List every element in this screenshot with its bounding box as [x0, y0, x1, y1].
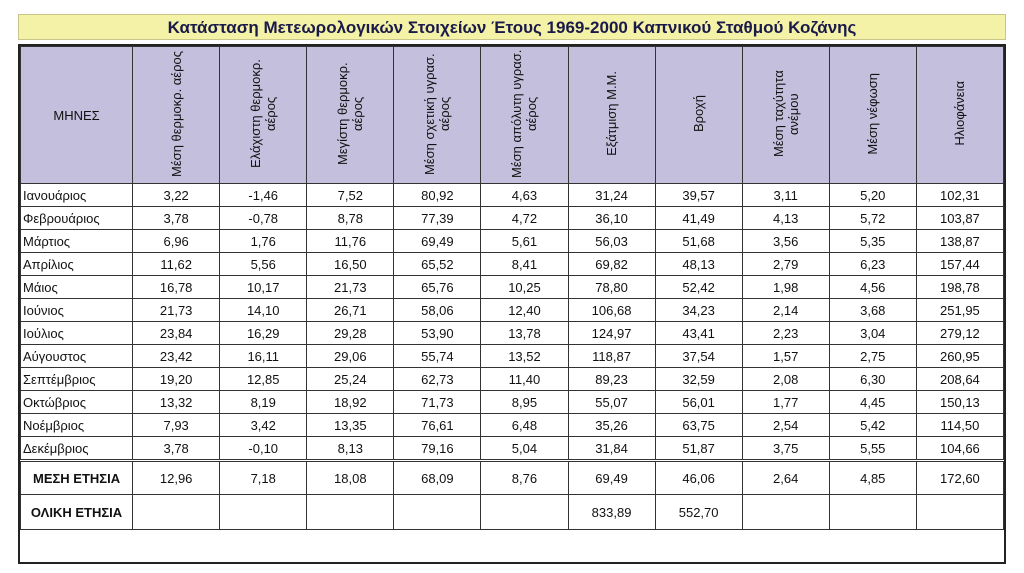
- table-cell: 13,78: [481, 322, 568, 345]
- table-cell: 8,41: [481, 253, 568, 276]
- row-label: ΟΛΙΚΗ ΕΤΗΣΙΑ: [21, 495, 133, 530]
- row-label: Αύγουστος: [21, 345, 133, 368]
- table-cell: 18,92: [307, 391, 394, 414]
- header-rain: Βροχή: [655, 47, 742, 184]
- header-evaporation: Εξάτμιση Μ.Μ.: [568, 47, 655, 184]
- table-cell: 3,22: [133, 184, 220, 207]
- row-label: Οκτώβριος: [21, 391, 133, 414]
- table-cell: 41,49: [655, 207, 742, 230]
- table-cell: 150,13: [916, 391, 1003, 414]
- table-cell: [307, 495, 394, 530]
- table-cell: 80,92: [394, 184, 481, 207]
- table-row: [21, 437, 1004, 461]
- table-cell: 65,76: [394, 276, 481, 299]
- header-max-temp: Μεγίστη θερμοκρ. αέρος: [307, 47, 394, 184]
- header-cloudiness: Μέση νέφωση: [829, 47, 916, 184]
- row-label: Ιανουάριος: [21, 184, 133, 207]
- table-cell: 208,64: [916, 368, 1003, 391]
- row-label: Μάιος: [21, 276, 133, 299]
- table-cell: 5,35: [829, 230, 916, 253]
- table-cell: 3,78: [133, 207, 220, 230]
- table-cell: 13,35: [307, 414, 394, 437]
- table-cell: -0,78: [220, 207, 307, 230]
- table-cell: 58,06: [394, 299, 481, 322]
- header-months: ΜΗΝΕΣ: [21, 47, 133, 184]
- table-cell: 1,98: [742, 276, 829, 299]
- header-wind: Μέση ταχύτητα ανέμου: [742, 47, 829, 184]
- header-abs-humidity: Μέση απόλυτη υγρασ. αέρος: [481, 47, 568, 184]
- table-cell: [394, 495, 481, 530]
- table-cell: 25,24: [307, 368, 394, 391]
- header-mean-temp: Μέση θερμοκρ. αέρος: [133, 47, 220, 184]
- table-cell: [481, 495, 568, 530]
- table-cell: 69,49: [394, 230, 481, 253]
- table-cell: 2,14: [742, 299, 829, 322]
- table-cell: 3,68: [829, 299, 916, 322]
- table-row: [21, 276, 1004, 299]
- row-label: Νοέμβριος: [21, 414, 133, 437]
- table-cell: 69,82: [568, 253, 655, 276]
- table-cell: 2,08: [742, 368, 829, 391]
- table-cell: 6,23: [829, 253, 916, 276]
- table-cell: 79,16: [394, 437, 481, 461]
- table-cell: 55,07: [568, 391, 655, 414]
- table-row: [21, 207, 1004, 230]
- table-cell: 2,54: [742, 414, 829, 437]
- table-cell: 21,73: [307, 276, 394, 299]
- table-cell: 3,04: [829, 322, 916, 345]
- row-label: Απρίλιος: [21, 253, 133, 276]
- table-cell: 56,01: [655, 391, 742, 414]
- table-cell: 29,28: [307, 322, 394, 345]
- table-cell: 5,56: [220, 253, 307, 276]
- table-cell: 8,78: [307, 207, 394, 230]
- table-cell: 56,03: [568, 230, 655, 253]
- table-cell: 68,09: [394, 461, 481, 495]
- table-cell: 5,72: [829, 207, 916, 230]
- table-cell: 2,64: [742, 461, 829, 495]
- row-label: Μάρτιος: [21, 230, 133, 253]
- table-cell: 16,50: [307, 253, 394, 276]
- table-cell: 4,56: [829, 276, 916, 299]
- table-cell: 11,76: [307, 230, 394, 253]
- table-cell: 6,48: [481, 414, 568, 437]
- table-cell: 118,87: [568, 345, 655, 368]
- table-cell: 78,80: [568, 276, 655, 299]
- table-cell: 251,95: [916, 299, 1003, 322]
- table-cell: 10,25: [481, 276, 568, 299]
- table-cell: 11,62: [133, 253, 220, 276]
- table-cell: 2,75: [829, 345, 916, 368]
- table-row: [21, 368, 1004, 391]
- table-cell: [742, 495, 829, 530]
- table-cell: 19,20: [133, 368, 220, 391]
- table-cell: 3,11: [742, 184, 829, 207]
- table-cell: -1,46: [220, 184, 307, 207]
- table-cell: 7,93: [133, 414, 220, 437]
- table-cell: 77,39: [394, 207, 481, 230]
- table-cell: 6,30: [829, 368, 916, 391]
- table-cell: 8,76: [481, 461, 568, 495]
- table-cell: 13,32: [133, 391, 220, 414]
- table-cell: 18,08: [307, 461, 394, 495]
- table-cell: 62,73: [394, 368, 481, 391]
- table-cell: 16,78: [133, 276, 220, 299]
- table-row: [21, 322, 1004, 345]
- table-body: [21, 184, 1004, 530]
- table-cell: 12,85: [220, 368, 307, 391]
- table-cell: 32,59: [655, 368, 742, 391]
- table-cell: 106,68: [568, 299, 655, 322]
- table-cell: 11,40: [481, 368, 568, 391]
- table-cell: 7,52: [307, 184, 394, 207]
- table-cell: [916, 495, 1003, 530]
- table-cell: 21,73: [133, 299, 220, 322]
- table-cell: 833,89: [568, 495, 655, 530]
- table-cell: 157,44: [916, 253, 1003, 276]
- table-cell: 260,95: [916, 345, 1003, 368]
- row-label: Σεπτέμβριος: [21, 368, 133, 391]
- table-cell: -0,10: [220, 437, 307, 461]
- table-cell: 103,87: [916, 207, 1003, 230]
- table-row: [21, 184, 1004, 207]
- table-cell: 1,76: [220, 230, 307, 253]
- table-cell: 16,29: [220, 322, 307, 345]
- table-row: [21, 414, 1004, 437]
- table-row: [21, 253, 1004, 276]
- table-cell: 26,71: [307, 299, 394, 322]
- table-cell: 3,56: [742, 230, 829, 253]
- table-cell: 46,06: [655, 461, 742, 495]
- row-label: Φεβρουάριος: [21, 207, 133, 230]
- table-cell: 8,13: [307, 437, 394, 461]
- table-cell: 5,42: [829, 414, 916, 437]
- table-cell: 16,11: [220, 345, 307, 368]
- table-row: [21, 299, 1004, 322]
- table-cell: 13,52: [481, 345, 568, 368]
- table-cell: [133, 495, 220, 530]
- table-cell: 51,87: [655, 437, 742, 461]
- table-cell: 89,23: [568, 368, 655, 391]
- table-cell: 3,75: [742, 437, 829, 461]
- table-cell: 102,31: [916, 184, 1003, 207]
- table-cell: 52,42: [655, 276, 742, 299]
- table-cell: 12,96: [133, 461, 220, 495]
- table-cell: 51,68: [655, 230, 742, 253]
- table-row: [21, 230, 1004, 253]
- table-cell: 36,10: [568, 207, 655, 230]
- table-cell: 43,41: [655, 322, 742, 345]
- table-cell: 69,49: [568, 461, 655, 495]
- table-cell: 53,90: [394, 322, 481, 345]
- table-cell: 29,06: [307, 345, 394, 368]
- table-cell: 8,95: [481, 391, 568, 414]
- table-cell: 5,61: [481, 230, 568, 253]
- table-cell: 8,19: [220, 391, 307, 414]
- table-cell: 2,79: [742, 253, 829, 276]
- table-cell: 2,23: [742, 322, 829, 345]
- table-cell: 23,84: [133, 322, 220, 345]
- header-sunshine: Ηλιοφάνεια: [916, 47, 1003, 184]
- row-label: Δεκέμβριος: [21, 437, 133, 461]
- table-cell: 3,78: [133, 437, 220, 461]
- header-min-temp: Ελάχιστη θερμοκρ. αέρος: [220, 47, 307, 184]
- table-cell: 198,78: [916, 276, 1003, 299]
- table-cell: 4,63: [481, 184, 568, 207]
- table-cell: 31,84: [568, 437, 655, 461]
- table-cell: 39,57: [655, 184, 742, 207]
- total-annual-row: [21, 495, 1004, 530]
- table-cell: 172,60: [916, 461, 1003, 495]
- table-cell: 138,87: [916, 230, 1003, 253]
- table-cell: 63,75: [655, 414, 742, 437]
- table-cell: 76,61: [394, 414, 481, 437]
- table-cell: 1,57: [742, 345, 829, 368]
- weather-table: [20, 46, 1004, 530]
- table-cell: 4,45: [829, 391, 916, 414]
- header-rel-humidity: Μέση σχετική υγρασ. αέρος: [394, 47, 481, 184]
- table-title: Κατάσταση Μετεωρολογικών Στοιχείων Έτους 1969-2000 Καπνικού Σταθμού Κοζάνης: [18, 14, 1006, 40]
- table-cell: 5,04: [481, 437, 568, 461]
- table-cell: 124,97: [568, 322, 655, 345]
- table-cell: 6,96: [133, 230, 220, 253]
- table-cell: [220, 495, 307, 530]
- header-row: [21, 47, 1004, 184]
- table-cell: 14,10: [220, 299, 307, 322]
- table-row: [21, 345, 1004, 368]
- row-label: Ιούνιος: [21, 299, 133, 322]
- table-cell: 37,54: [655, 345, 742, 368]
- table-cell: 71,73: [394, 391, 481, 414]
- table-cell: 3,42: [220, 414, 307, 437]
- table-cell: 4,13: [742, 207, 829, 230]
- row-label: ΜΕΣΗ ΕΤΗΣΙΑ: [21, 461, 133, 495]
- table-row: [21, 391, 1004, 414]
- table-cell: 104,66: [916, 437, 1003, 461]
- table-cell: 12,40: [481, 299, 568, 322]
- table-cell: 279,12: [916, 322, 1003, 345]
- table-cell: 5,20: [829, 184, 916, 207]
- table-cell: 23,42: [133, 345, 220, 368]
- table-cell: 5,55: [829, 437, 916, 461]
- table-cell: 55,74: [394, 345, 481, 368]
- table-cell: 114,50: [916, 414, 1003, 437]
- table-cell: 48,13: [655, 253, 742, 276]
- table-cell: 1,77: [742, 391, 829, 414]
- row-label: Ιούλιος: [21, 322, 133, 345]
- table-cell: 10,17: [220, 276, 307, 299]
- table-cell: 552,70: [655, 495, 742, 530]
- table-cell: 4,85: [829, 461, 916, 495]
- mean-annual-row: [21, 461, 1004, 495]
- table-cell: 31,24: [568, 184, 655, 207]
- table-cell: 35,26: [568, 414, 655, 437]
- table-cell: 4,72: [481, 207, 568, 230]
- table-cell: 34,23: [655, 299, 742, 322]
- table-cell: 65,52: [394, 253, 481, 276]
- table-cell: [829, 495, 916, 530]
- table-cell: 7,18: [220, 461, 307, 495]
